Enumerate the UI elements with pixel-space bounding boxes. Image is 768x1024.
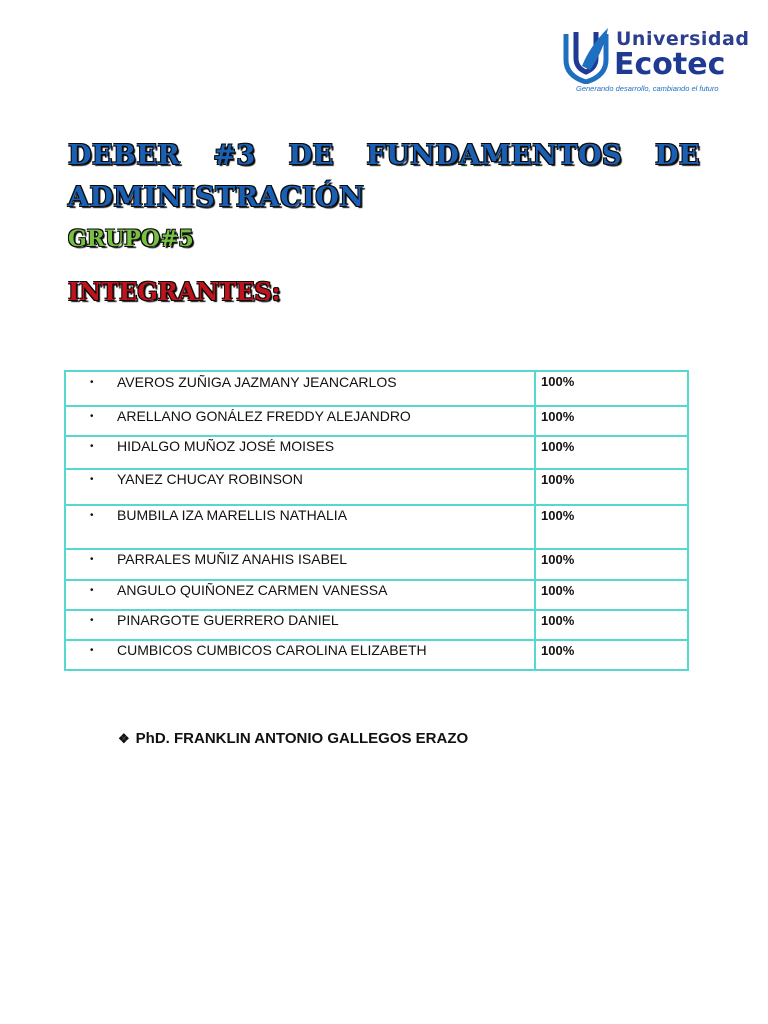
member-name-cell xyxy=(65,580,535,610)
participation-percent: 100% xyxy=(535,549,688,580)
participation-percent: 100% xyxy=(535,371,688,406)
university-logo xyxy=(560,22,755,98)
member-name-cell xyxy=(65,406,535,436)
title-word: DE xyxy=(288,140,334,171)
members-heading: INTEGRANTES: xyxy=(68,277,281,306)
table-row xyxy=(65,469,688,505)
member-name-cell xyxy=(65,469,535,505)
table-row xyxy=(65,505,688,549)
title-word: DEBER xyxy=(68,140,181,171)
logo-tagline: Generando desarrollo, cambiando el futuro xyxy=(576,84,719,93)
member-name-cell xyxy=(65,610,535,640)
member-name: ANGULO QUIÑONEZ CARMEN VANESSA xyxy=(117,582,388,598)
member-name: BUMBILA IZA MARELLIS NATHALIA xyxy=(117,507,348,523)
bullet-icon: • xyxy=(90,474,94,485)
bullet-icon: • xyxy=(90,377,94,388)
participation-percent: 100% xyxy=(535,436,688,469)
participation-percent: 100% xyxy=(535,469,688,505)
member-name: AVEROS ZUÑIGA JAZMANY JEANCARLOS xyxy=(117,374,397,390)
table-row xyxy=(65,406,688,436)
member-name: PARRALES MUÑIZ ANAHIS ISABEL xyxy=(117,551,348,567)
member-name: YANEZ CHUCAY ROBINSON xyxy=(117,471,303,487)
member-name-cell xyxy=(65,549,535,580)
bullet-icon: • xyxy=(90,510,94,521)
document-title-line1 xyxy=(68,140,700,171)
bullet-icon: • xyxy=(90,585,94,596)
members-table xyxy=(64,370,689,671)
participation-percent: 100% xyxy=(535,580,688,610)
member-name-cell xyxy=(65,371,535,406)
table-row xyxy=(65,549,688,580)
participation-percent: 100% xyxy=(535,505,688,549)
professor-name: PhD. FRANKLIN ANTONIO GALLEGOS ERAZO xyxy=(135,730,469,747)
member-name: CUMBICOS CUMBICOS CAROLINA ELIZABETH xyxy=(117,642,427,658)
table-row xyxy=(65,640,688,670)
bullet-icon: • xyxy=(90,554,94,565)
professor-line xyxy=(118,730,468,747)
participation-percent: 100% xyxy=(535,610,688,640)
table-row xyxy=(65,371,688,406)
bullet-icon: • xyxy=(90,411,94,422)
title-word: FUNDAMENTOS xyxy=(366,140,623,171)
title-word: DE xyxy=(654,140,700,171)
member-name-cell xyxy=(65,640,535,670)
diamond-bullet-icon: ❖ xyxy=(118,731,130,746)
member-name: HIDALGO MUÑOZ JOSÉ MOISES xyxy=(117,438,335,454)
table-row xyxy=(65,436,688,469)
bullet-icon: • xyxy=(90,615,94,626)
ecotec-shield-icon xyxy=(560,26,612,84)
member-name-cell xyxy=(65,505,535,549)
member-name: ARELLANO GONÁLEZ FREDDY ALEJANDRO xyxy=(117,408,411,424)
participation-percent: 100% xyxy=(535,406,688,436)
bullet-icon: • xyxy=(90,441,94,452)
table-row xyxy=(65,610,688,640)
member-name-cell xyxy=(65,436,535,469)
logo-text-ecotec: Ecotec xyxy=(614,47,726,82)
document-title-line2: ADMINISTRACIÓN xyxy=(68,182,365,213)
title-word: #3 xyxy=(213,140,256,171)
member-name: PINARGOTE GUERRERO DANIEL xyxy=(117,612,339,628)
logo-text-universidad: Universidad xyxy=(616,28,750,50)
bullet-icon: • xyxy=(90,645,94,656)
participation-percent: 100% xyxy=(535,640,688,670)
table-row xyxy=(65,580,688,610)
group-label: GRUPO#5 xyxy=(68,226,194,252)
